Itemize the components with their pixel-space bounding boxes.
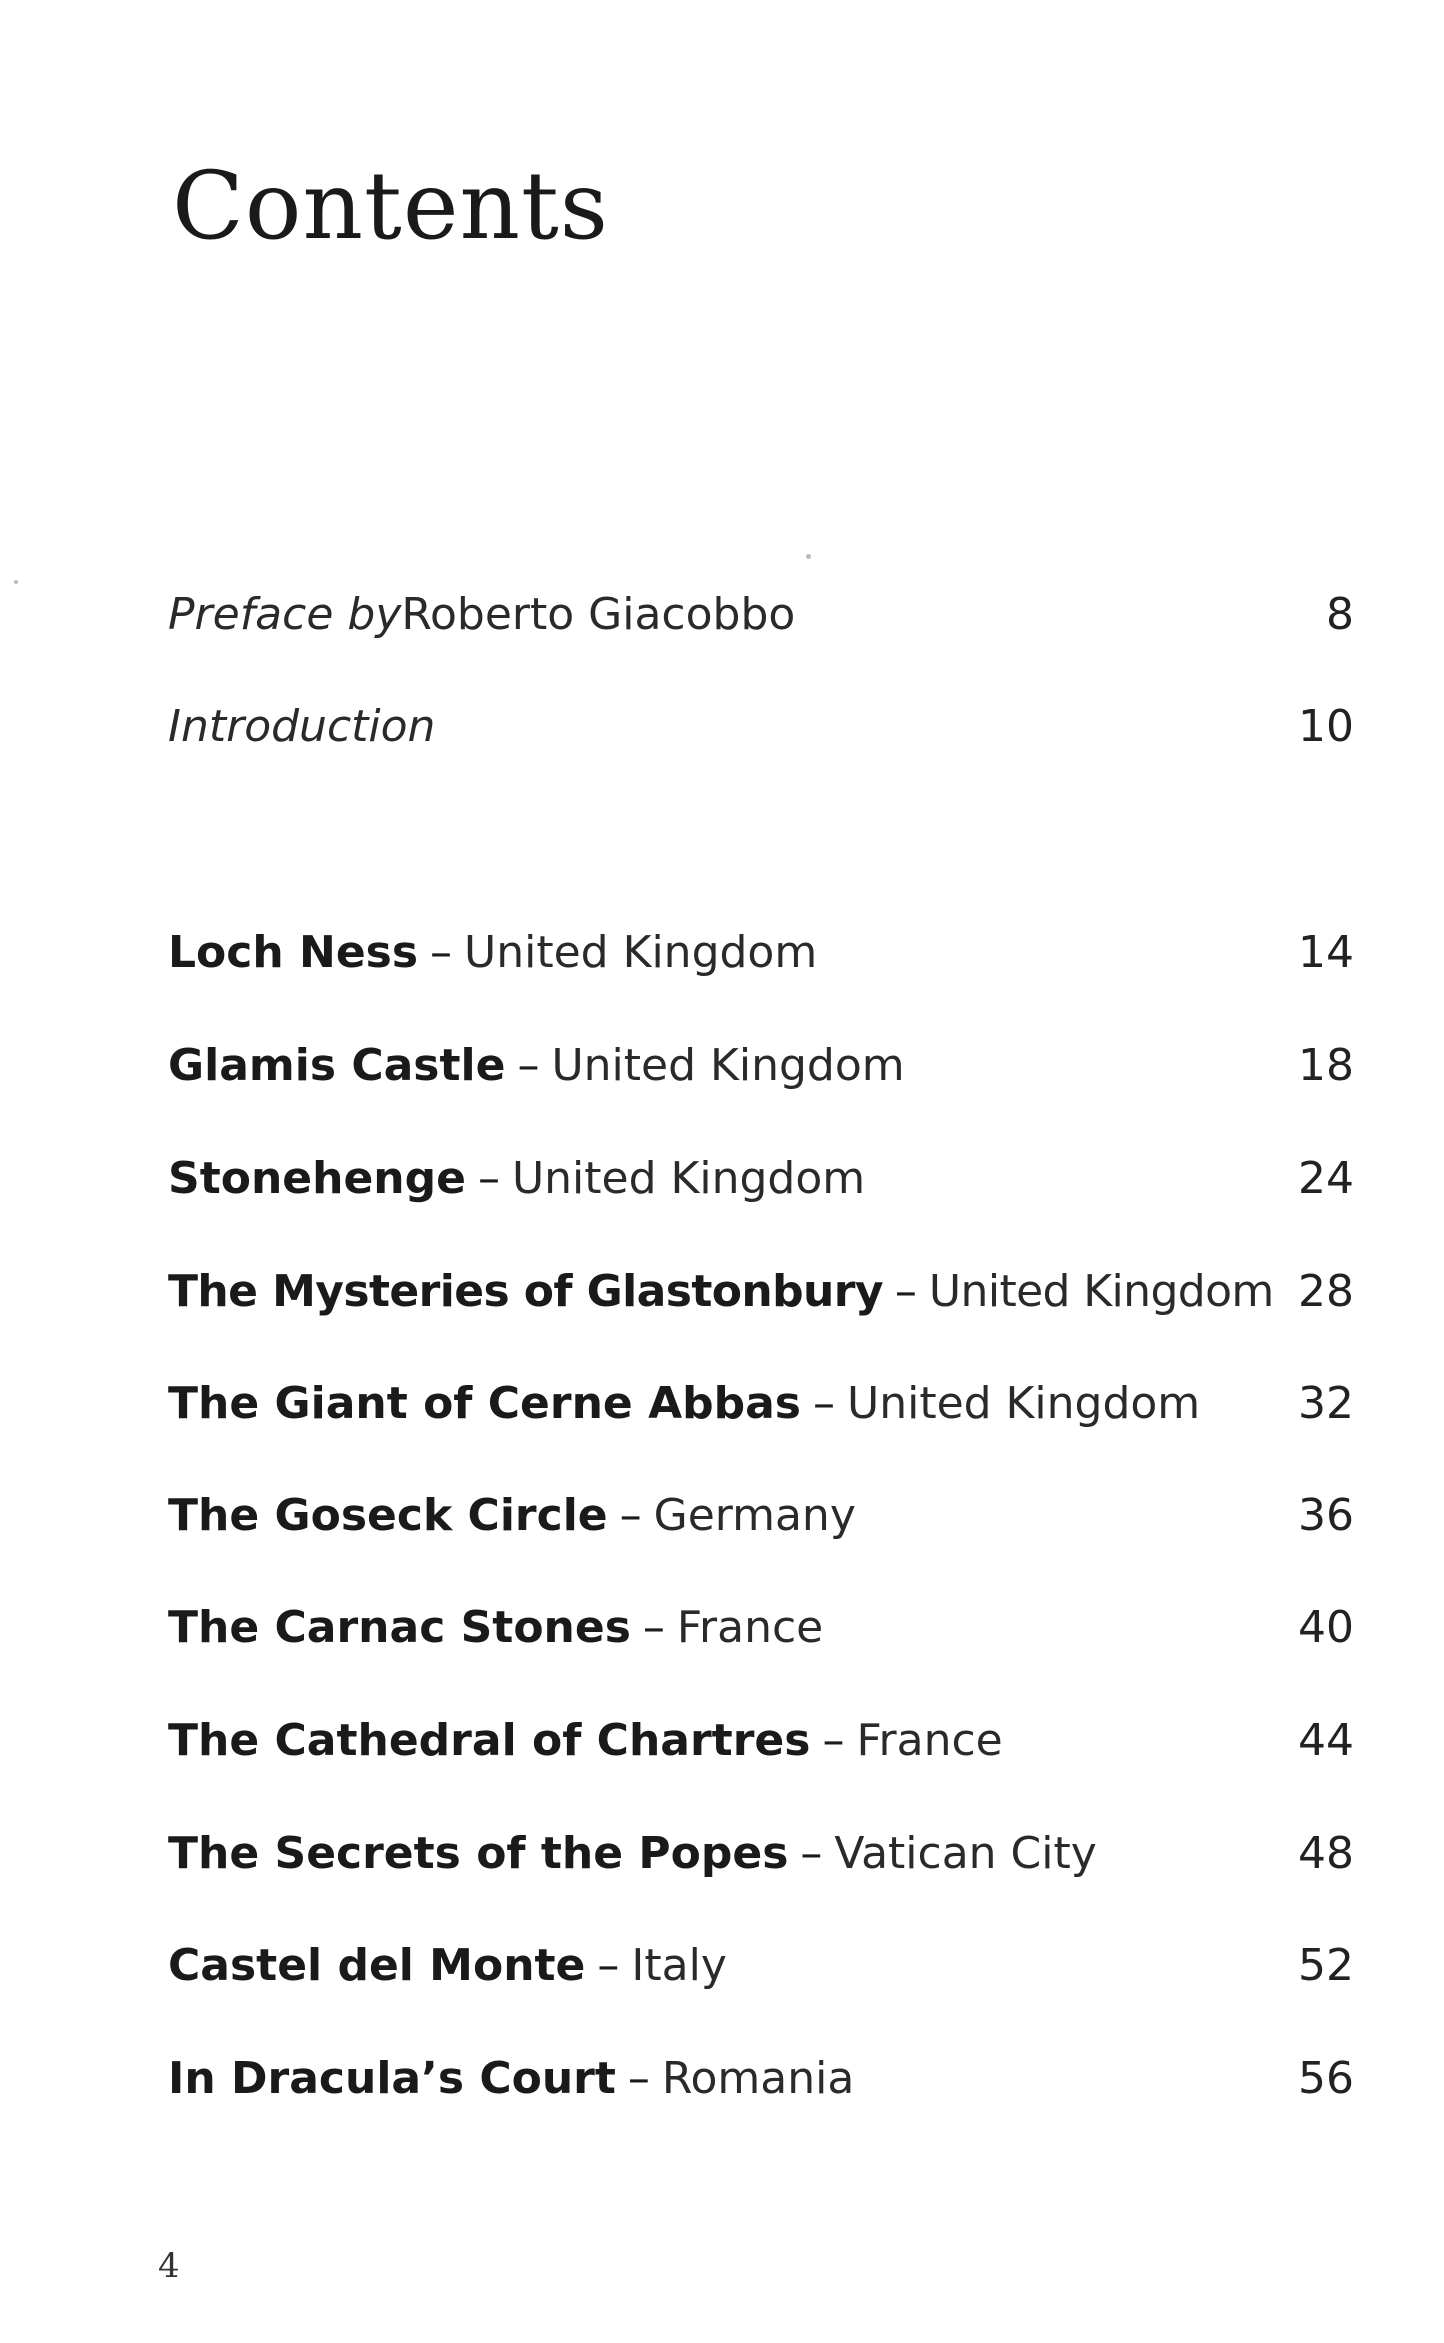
toc-entry-separator: – (430, 927, 453, 978)
toc-entry-country: Italy (631, 1940, 727, 1991)
toc-entry-title: The Mysteries of Glastonbury (168, 1266, 883, 1317)
toc-entry-country: France (676, 1602, 824, 1653)
page-number: 8 (1326, 589, 1354, 640)
toc-entry (168, 1931, 727, 2001)
toc-entry-country: United Kingdom (847, 1378, 1201, 1429)
toc-row-preface (168, 580, 1354, 650)
toc-entry-country: Romania (661, 2053, 855, 2104)
toc-entry-country: United Kingdom (511, 1153, 866, 1204)
toc-entry-separator: – (517, 1040, 540, 1091)
toc-entry (168, 1144, 865, 1214)
page-number: 56 (1298, 2053, 1354, 2104)
toc-entry-separator: – (627, 2053, 650, 2104)
toc-entry (168, 692, 435, 762)
toc-entry-title: In Dracula’s Court (168, 2053, 616, 2104)
page-number: 44 (1298, 1715, 1354, 1766)
toc-entry-country: Vatican City (834, 1828, 1097, 1879)
toc-row (168, 1369, 1354, 1439)
toc-entry-country: Germany (653, 1490, 856, 1541)
toc-row (168, 2044, 1354, 2114)
toc-entry-separator: – (619, 1490, 642, 1541)
toc-row (168, 1257, 1354, 1327)
toc-entry-title: The Secrets of the Popes (168, 1828, 789, 1879)
scan-speck (806, 554, 811, 559)
toc-row (168, 1481, 1354, 1551)
toc-entry (168, 1481, 856, 1551)
toc-entry-country: United Kingdom (464, 927, 818, 978)
page-number: 40 (1298, 1602, 1354, 1653)
toc-entry (168, 1819, 1097, 1889)
page-number: 10 (1298, 701, 1354, 752)
toc-entry-separator: – (813, 1378, 835, 1429)
toc-entry-author: Roberto Giacobbo (401, 589, 796, 640)
page-folio: 4 (158, 2246, 180, 2286)
toc-entry-separator: – (477, 1153, 500, 1204)
scan-speck (14, 580, 18, 584)
page-number: 32 (1298, 1378, 1354, 1429)
toc-entry (168, 2044, 854, 2114)
toc-entry-italic: Introduction (168, 701, 436, 752)
toc-entry-separator: – (822, 1715, 845, 1766)
toc-entry-separator: – (894, 1266, 917, 1317)
toc-row (168, 918, 1354, 988)
toc-entry-title: The Giant of Cerne Abbas (168, 1378, 801, 1429)
page-number: 14 (1298, 927, 1354, 978)
toc-entry-country: United Kingdom (928, 1266, 1274, 1317)
toc-entry-title: Glamis Castle (168, 1040, 506, 1091)
page-number: 28 (1298, 1266, 1354, 1317)
toc-entry (168, 1369, 1200, 1439)
toc-row (168, 1031, 1354, 1101)
toc-entry-country: United Kingdom (551, 1040, 905, 1091)
toc-entry (168, 1593, 823, 1663)
toc-row (168, 1931, 1354, 2001)
toc-entry-title: The Cathedral of Chartres (168, 1715, 811, 1766)
toc-entry (168, 580, 795, 650)
page-number: 18 (1298, 1040, 1354, 1091)
page-number: 24 (1298, 1153, 1354, 1204)
toc-entry (168, 918, 817, 988)
toc-entry (168, 1257, 1274, 1327)
toc-row (168, 1144, 1354, 1214)
toc-row (168, 1593, 1354, 1663)
toc-entry-italic: Preface by (168, 589, 402, 640)
toc-entry-title: Stonehenge (168, 1153, 466, 1204)
page-number: 48 (1298, 1828, 1354, 1879)
toc-row-introduction (168, 692, 1354, 762)
toc-entry-separator: – (800, 1828, 823, 1879)
toc-row (168, 1819, 1354, 1889)
toc-entry-separator: – (642, 1602, 665, 1653)
page-title: Contents (172, 152, 610, 261)
page-number: 52 (1298, 1940, 1354, 1991)
page-number: 36 (1298, 1490, 1354, 1541)
toc-entry (168, 1706, 1003, 1776)
toc-entry-separator: – (597, 1940, 620, 1991)
toc-entry-title: The Carnac Stones (168, 1602, 631, 1653)
toc-entry (168, 1031, 905, 1101)
toc-row (168, 1706, 1354, 1776)
toc-entry-country: France (856, 1715, 1003, 1766)
toc-entry-title: Castel del Monte (168, 1940, 586, 1991)
toc-entry-title: The Goseck Circle (168, 1490, 608, 1541)
toc-entry-title: Loch Ness (168, 927, 419, 978)
